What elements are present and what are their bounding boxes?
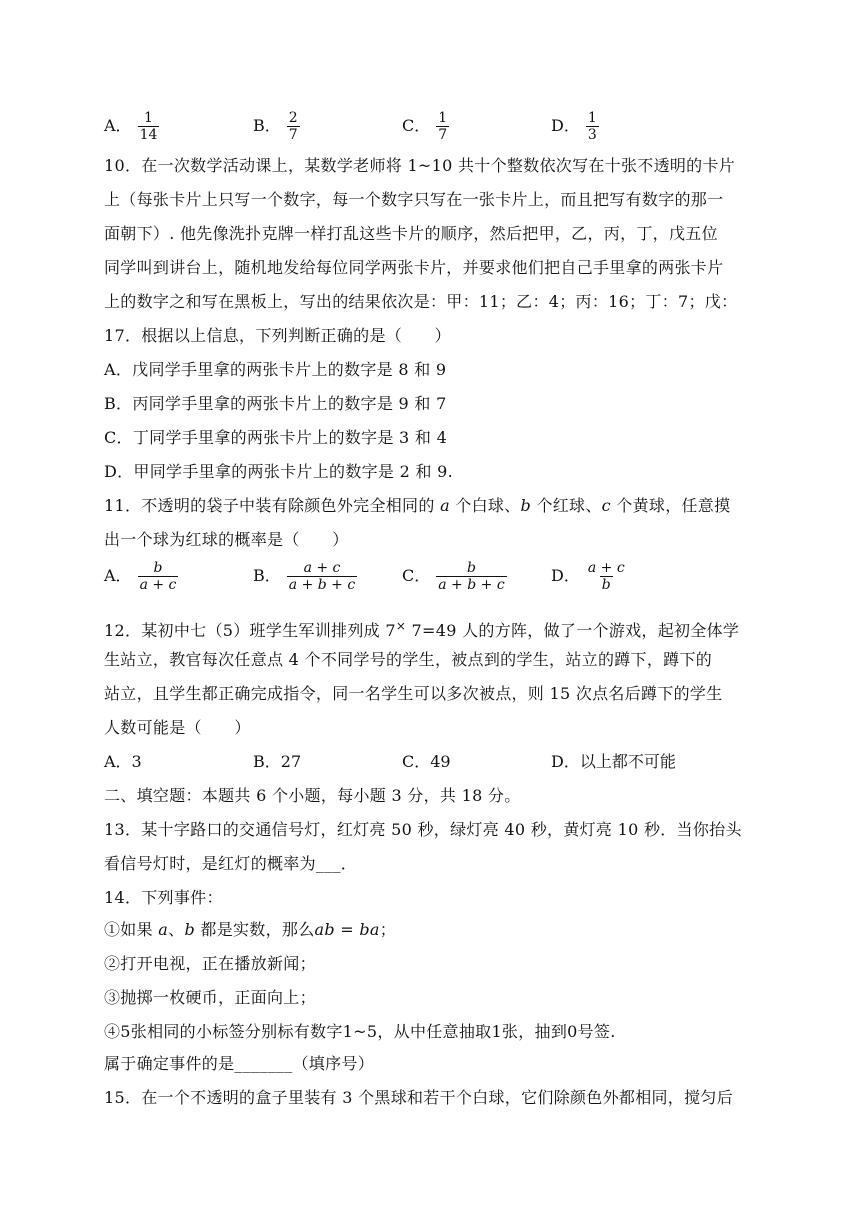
q11-option-b: B． $\frac{a + c}{a + b + c}$ bbox=[253, 560, 356, 593]
q10-line-6: 17．根据以上信息，下列判断正确的是（ ） bbox=[104, 326, 451, 345]
q10-line-5: 上的数字之和写在黑板上，写出的结果依次是：甲：11；乙：4；丙：16；丁：7；戊： bbox=[104, 292, 738, 311]
q12-option-c: C．49 bbox=[402, 752, 451, 771]
q12-option-a: A．3 bbox=[104, 752, 142, 771]
q12-line-1: 12．某初中七（5）班学生军训排列成 7× 7=49 人的方阵，做了一个游戏，起初全体学 bbox=[104, 619, 740, 640]
q11-option-c: C． $\frac{b}{a + b + c}$ bbox=[402, 560, 505, 593]
q11-line-2: 出一个球为红球的概率是（ ） bbox=[104, 530, 349, 549]
q13-line-1: 13．某十字路口的交通信号灯，红灯亮 50 秒，绿灯亮 40 秒，黄灯亮 10 秒．当你抬头 bbox=[104, 820, 742, 839]
q9-option-c: C． $\frac{1}{7}$ bbox=[402, 110, 448, 143]
q12-line-2: 生站立，教官每次任意点 4 个不同学号的学生，被点到的学生，站立的蹲下，蹲下的 bbox=[104, 650, 713, 669]
q11-option-d: D． $\frac{a + c}{b}$ bbox=[551, 560, 625, 593]
q10-line-2: 上（每张卡片上只写一个数字，每一个数字只写在一张卡片上，而且把写有数字的那一 bbox=[104, 190, 724, 209]
q10-option-b: B．丙同学手里拿的两张卡片上的数字是 9 和 7 bbox=[104, 394, 447, 413]
q11-option-a: A． $\frac{b}{a + c}$ bbox=[104, 560, 177, 593]
q12-option-d: D．以上都不可能 bbox=[551, 752, 676, 771]
q10-option-a: A．戊同学手里拿的两张卡片上的数字是 8 和 9 bbox=[104, 360, 447, 379]
q10-line-4: 同学叫到讲台上，随机地发给每位同学两张卡片，并要求他们把自己手里拿的两张卡片 bbox=[104, 258, 724, 277]
q14-item-1: ①如果 a、b 都是实数，那么ab = ba； bbox=[104, 920, 397, 939]
q14-answer-line: 属于确定事件的是_______（填序号） bbox=[104, 1054, 375, 1073]
q12-option-b: B．27 bbox=[253, 752, 302, 771]
q9-option-d: D． $\frac{1}{3}$ bbox=[551, 110, 597, 143]
q10-option-d: D．甲同学手里拿的两张卡片上的数字是 2 和 9. bbox=[104, 462, 454, 481]
q15-line-1: 15．在一个不透明的盒子里装有 3 个黑球和若干个白球，它们除颜色外都相同，搅匀后 bbox=[104, 1088, 734, 1107]
q11-line-1: 11．不透明的袋子中装有除颜色外完全相同的 a 个白球、b 个红球、c 个黄球，任意摸 bbox=[104, 496, 731, 515]
q14-title: 14．下列事件： bbox=[104, 888, 223, 907]
q12-line-3: 站立，且学生都正确完成指令，同一名学生可以多次被点，则 15 次点名后蹲下的学生 bbox=[104, 684, 723, 703]
q9-option-b: B． $\frac{2}{7}$ bbox=[253, 110, 298, 143]
q10-option-c: C．丁同学手里拿的两张卡片上的数字是 3 和 4 bbox=[104, 428, 448, 447]
q10-line-1: 10．在一次数学活动课上，某数学老师将 1~10 共十个整数依次写在十张不透明的卡片 bbox=[104, 156, 736, 175]
q12-line-4: 人数可能是（ ） bbox=[104, 718, 251, 737]
section-heading: 二、填空题：本题共 6 个小题，每小题 3 分，共 18 分。 bbox=[104, 786, 521, 805]
q13-line-2: 看信号灯时，是红灯的概率为___． bbox=[104, 854, 358, 873]
q10-line-3: 面朝下）. 他先像洗扑克牌一样打乱这些卡片的顺序，然后把甲，乙，丙，丁，戊五位 bbox=[104, 224, 718, 243]
q14-item-2: ②打开电视，正在播放新闻； bbox=[104, 954, 316, 973]
q9-option-a: A． $\frac{1}{14}$ bbox=[104, 110, 158, 143]
q14-item-3: ③抛掷一枚硬币，正面向上； bbox=[104, 988, 316, 1007]
q14-item-4: ④5张相同的小标签分别标有数字1~5，从中任意抽取1张，抽到0号签. bbox=[104, 1022, 616, 1041]
